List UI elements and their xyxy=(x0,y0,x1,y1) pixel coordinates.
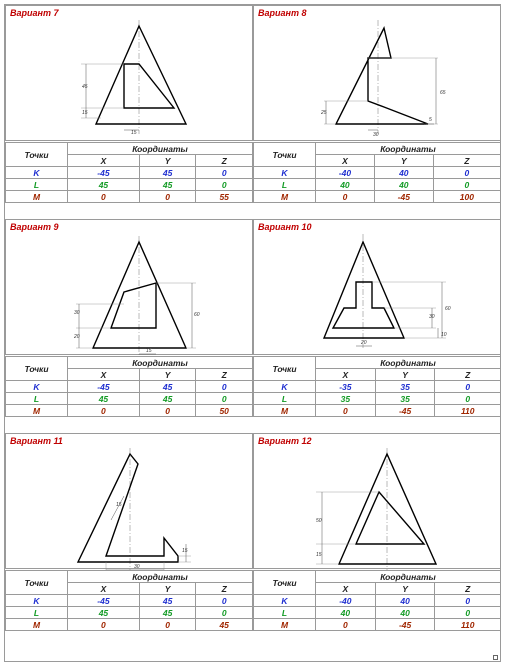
point-name: M xyxy=(254,405,316,417)
coord-z: 110 xyxy=(435,619,501,631)
coord-z: 0 xyxy=(433,179,500,191)
coords-header: Координаты xyxy=(316,357,501,369)
z-header: Z xyxy=(196,583,253,595)
table-row xyxy=(6,607,253,619)
coord-z: 0 xyxy=(196,381,253,393)
z-header: Z xyxy=(196,155,253,167)
point-name: K xyxy=(6,167,68,179)
point-name: K xyxy=(254,167,316,179)
point-name: M xyxy=(254,191,316,203)
dimension-label: 15 xyxy=(82,110,88,116)
variant-drawing-cell xyxy=(253,5,501,141)
coord-y: 40 xyxy=(374,179,433,191)
coord-z: 0 xyxy=(196,179,253,191)
points-header: Точки xyxy=(254,143,316,167)
geometry-drawing xyxy=(254,434,502,570)
table-row xyxy=(254,179,501,191)
outer-contour xyxy=(339,454,436,564)
dimension-label: 30 xyxy=(134,564,140,570)
table-row xyxy=(254,595,501,607)
coord-x: 0 xyxy=(316,191,375,203)
geometry-drawing xyxy=(254,6,502,142)
coord-x: 0 xyxy=(316,619,376,631)
table-row xyxy=(6,393,253,405)
table-row xyxy=(6,191,253,203)
coord-z: 0 xyxy=(196,595,253,607)
geometry-drawing xyxy=(6,6,254,142)
coord-x: 45 xyxy=(68,179,140,191)
points-header: Точки xyxy=(254,357,316,381)
table-row xyxy=(254,191,501,203)
table-row xyxy=(254,167,501,179)
coord-y: 45 xyxy=(139,381,196,393)
coord-x: 45 xyxy=(68,393,140,405)
coord-x: 0 xyxy=(68,405,140,417)
coord-z: 0 xyxy=(196,393,253,405)
table-row xyxy=(254,381,501,393)
coordinates-table xyxy=(253,142,501,203)
variant-title: Вариант 9 xyxy=(10,222,59,232)
point-name: L xyxy=(6,179,68,191)
dimension-label: 45 xyxy=(82,84,88,90)
dimension-label: 5 xyxy=(429,117,432,123)
dimension-label: 15 xyxy=(146,348,152,354)
coord-z: 0 xyxy=(435,595,501,607)
point-name: L xyxy=(254,179,316,191)
z-header: Z xyxy=(433,155,500,167)
variant-drawing-cell xyxy=(5,433,253,569)
inner-contour xyxy=(356,492,424,544)
dimension-label: 50 xyxy=(316,518,322,524)
coords-header: Координаты xyxy=(68,143,253,155)
dimension-label: 20 xyxy=(361,340,367,346)
coordinates-table xyxy=(253,356,501,417)
coords-header: Координаты xyxy=(316,571,501,583)
x-header: X xyxy=(68,155,140,167)
x-header: X xyxy=(68,369,140,381)
points-header: Точки xyxy=(6,143,68,167)
coord-x: -45 xyxy=(68,167,140,179)
dimension-label: 15 xyxy=(116,502,122,508)
page-corner-marker xyxy=(493,655,498,660)
z-header: Z xyxy=(435,369,501,381)
coord-z: 55 xyxy=(196,191,253,203)
coord-y: 45 xyxy=(139,179,196,191)
points-header: Точки xyxy=(6,357,68,381)
coord-x: 45 xyxy=(68,607,140,619)
coord-z: 45 xyxy=(196,619,253,631)
variant-title: Вариант 12 xyxy=(258,436,312,446)
variant-title: Вариант 7 xyxy=(10,8,59,18)
coord-z: 50 xyxy=(196,405,253,417)
table-row xyxy=(6,167,253,179)
y-header: Y xyxy=(139,369,196,381)
coord-x: -45 xyxy=(68,595,140,607)
coord-x: -40 xyxy=(316,595,376,607)
table-row xyxy=(254,619,501,631)
coord-y: 45 xyxy=(139,607,196,619)
coords-header: Координаты xyxy=(68,357,253,369)
table-row xyxy=(6,619,253,631)
coord-x: 35 xyxy=(316,393,376,405)
coord-y: 45 xyxy=(139,595,196,607)
variant-drawing-cell xyxy=(253,433,501,569)
coordinates-table xyxy=(5,570,253,631)
coord-x: 0 xyxy=(68,191,140,203)
coord-y: 0 xyxy=(139,191,196,203)
dimension-label: 15 xyxy=(131,130,137,136)
table-row xyxy=(6,405,253,417)
table-row xyxy=(254,405,501,417)
x-header: X xyxy=(316,155,375,167)
outer-contour xyxy=(96,26,186,124)
y-header: Y xyxy=(139,155,196,167)
coord-y: 40 xyxy=(374,167,433,179)
x-header: X xyxy=(316,583,376,595)
coord-y: -45 xyxy=(374,191,433,203)
table-row xyxy=(6,595,253,607)
z-header: Z xyxy=(435,583,501,595)
dimension-label: 60 xyxy=(194,312,200,318)
y-header: Y xyxy=(139,583,196,595)
y-header: Y xyxy=(375,369,435,381)
point-name: K xyxy=(6,381,68,393)
point-name: M xyxy=(6,191,68,203)
coord-z: 0 xyxy=(435,393,501,405)
dimension-label: 25 xyxy=(321,110,327,116)
geometry-drawing xyxy=(6,220,254,356)
points-header: Точки xyxy=(254,571,316,595)
coordinates-table xyxy=(5,142,253,203)
coord-y: 0 xyxy=(139,405,196,417)
coord-y: 35 xyxy=(375,381,435,393)
coord-y: -45 xyxy=(375,405,435,417)
table-row xyxy=(6,179,253,191)
geometry-drawing xyxy=(254,220,502,356)
table-row xyxy=(254,607,501,619)
coord-x: -45 xyxy=(68,381,140,393)
coord-y: 45 xyxy=(139,167,196,179)
coords-header: Координаты xyxy=(316,143,501,155)
coord-y: 40 xyxy=(375,595,435,607)
outer-contour xyxy=(78,454,178,562)
variant-title: Вариант 11 xyxy=(10,436,63,446)
variant-drawing-cell xyxy=(253,219,501,355)
coord-z: 0 xyxy=(196,167,253,179)
coord-x: -40 xyxy=(316,167,375,179)
coord-y: -45 xyxy=(375,619,435,631)
outer-contour xyxy=(93,242,186,348)
coord-y: 40 xyxy=(375,607,435,619)
coord-y: 45 xyxy=(139,393,196,405)
point-name: K xyxy=(254,381,316,393)
points-header: Точки xyxy=(6,571,68,595)
table-row xyxy=(254,393,501,405)
coord-z: 100 xyxy=(433,191,500,203)
coord-x: 0 xyxy=(316,405,376,417)
coord-x: 40 xyxy=(316,607,376,619)
coord-x: 0 xyxy=(68,619,140,631)
point-name: L xyxy=(6,393,68,405)
inner-contour xyxy=(333,282,394,328)
point-name: L xyxy=(254,607,316,619)
variant-title: Вариант 10 xyxy=(258,222,312,232)
worksheet-page xyxy=(4,4,501,662)
outer-contour xyxy=(336,28,428,124)
x-header: X xyxy=(316,369,376,381)
table-row xyxy=(6,381,253,393)
point-name: K xyxy=(6,595,68,607)
z-header: Z xyxy=(196,369,253,381)
coords-header: Координаты xyxy=(68,571,253,583)
geometry-drawing xyxy=(6,434,254,570)
coord-z: 0 xyxy=(433,167,500,179)
coord-y: 35 xyxy=(375,393,435,405)
coord-z: 0 xyxy=(196,607,253,619)
point-name: K xyxy=(254,595,316,607)
variant-drawing-cell xyxy=(5,5,253,141)
dimension-label: 60 xyxy=(445,306,451,312)
dimension-label: 15 xyxy=(316,552,322,558)
y-header: Y xyxy=(374,155,433,167)
y-header: Y xyxy=(375,583,435,595)
coord-x: 40 xyxy=(316,179,375,191)
variant-drawing-cell xyxy=(5,219,253,355)
point-name: L xyxy=(254,393,316,405)
dimension-label: 15 xyxy=(182,548,188,554)
dimension-label: 30 xyxy=(373,132,379,138)
dimension-label: 10 xyxy=(441,332,447,338)
dimension-label: 20 xyxy=(74,334,80,340)
inner-contour xyxy=(124,64,174,108)
point-name: M xyxy=(254,619,316,631)
variant-title: Вариант 8 xyxy=(258,8,307,18)
dimension-label: 30 xyxy=(74,310,80,316)
point-name: M xyxy=(6,405,68,417)
dimension-label: 65 xyxy=(440,90,446,96)
dimension-label: 30 xyxy=(429,314,435,320)
coord-z: 0 xyxy=(435,381,501,393)
coordinates-table xyxy=(253,570,501,631)
coord-y: 0 xyxy=(139,619,196,631)
coord-x: -35 xyxy=(316,381,376,393)
point-name: L xyxy=(6,607,68,619)
point-name: M xyxy=(6,619,68,631)
coord-z: 0 xyxy=(435,607,501,619)
x-header: X xyxy=(68,583,140,595)
coordinates-table xyxy=(5,356,253,417)
coord-z: 110 xyxy=(435,405,501,417)
